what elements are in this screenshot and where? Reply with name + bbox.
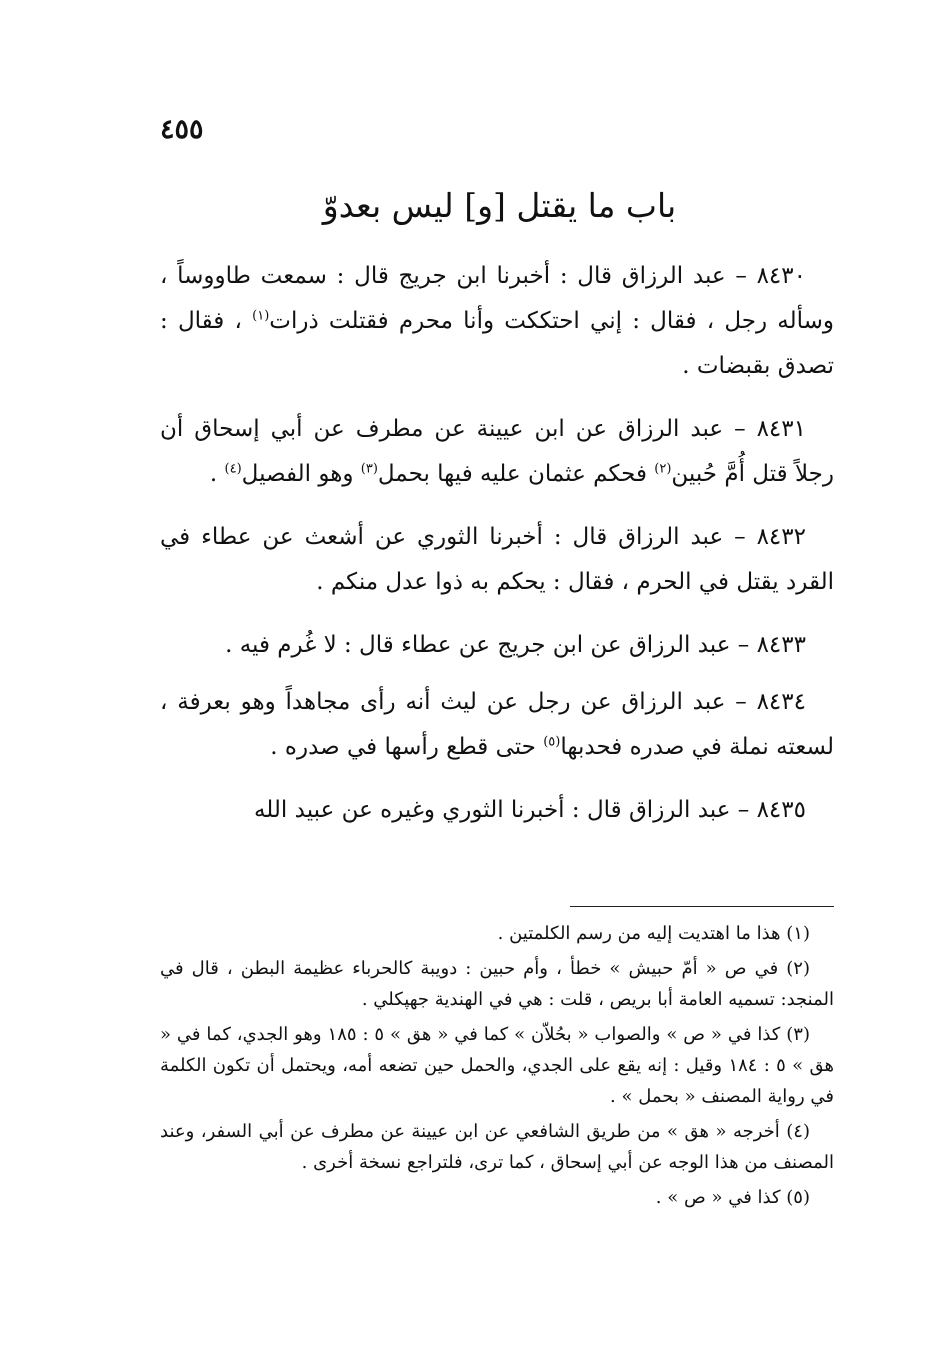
footnote-1: (١) هذا ما اهتديت إليه من رسم الكلمتين . — [497, 923, 810, 944]
hadith-text: ٨٤٣١ – عبد الرزاق عن ابن عيينة عن مطرف عن أبي إسحاق أن رجلاً قتل أُمَّ حُبين — [160, 416, 834, 487]
hadith-8433 — [160, 623, 834, 668]
hadith-text: ٨٤٣٢ – عبد الرزاق قال : أخبرنا الثوري عن أشعث عن عطاء في القرد يقتل في الحرم ، فقال : يحكم به ذوا عدل منكم . — [160, 524, 834, 595]
hadith-text-after: حتى قطع رأسها في صدره . — [270, 734, 536, 760]
footnote-marker: (٤) — [224, 461, 242, 477]
hadith-text-after: . — [209, 461, 218, 487]
hadith-8431 — [160, 407, 834, 497]
hadith-text: ٨٤٣٥ – عبد الرزاق قال : أخبرنا الثوري وغيره عن عبيد الله — [253, 797, 806, 823]
footnotes — [160, 918, 834, 1217]
footnote-2: (٢) في ص « أمّ حبيش » خطأ ، وأم حبين : دويبة كالحرباء عظيمة البطن ، قال في المنجد: تسميه العامة أبا بريص ، قلت : هي في الهندية جهپكلي . — [160, 958, 834, 1010]
footnote-4: (٤) أخرجه « هق » من طريق الشافعي عن ابن عيينة عن مطرف عن أبي السفر، وعند المصنف من هذا الوجه عن أبي إسحاق ، كما ترى، فلتراجع نسخة أخرى . — [160, 1121, 834, 1173]
hadith-8435 — [160, 788, 834, 833]
hadith-text-mid: فحكم عثمان عليه فيها بحمل — [377, 461, 647, 487]
hadith-8430 — [160, 254, 834, 389]
hadith-8432 — [160, 515, 834, 605]
footnote-marker: (٥) — [543, 734, 561, 750]
hadith-text: ٨٤٣٠ – عبد الرزاق قال : أخبرنا ابن جريج قال : سمعت طاووساً ، وسأله رجل ، فقال : إني احتككت وأنا محرم فقتلت ذرات — [160, 263, 834, 334]
footnote-5: (٥) كذا في « ص » . — [655, 1187, 810, 1208]
footnote-divider — [570, 906, 834, 907]
hadith-text-mid2: وهو الفصيل — [241, 461, 354, 487]
footnote-marker: (٢) — [654, 461, 672, 477]
page-number: ٤٥٥ — [160, 114, 204, 145]
chapter-title: باب ما يقتل [و] ليس بعدوّ — [322, 186, 677, 225]
hadith-8434 — [160, 680, 834, 770]
footnote-marker: (٣) — [360, 461, 378, 477]
hadith-text-after: ، فقال : تصدق بقبضات . — [160, 308, 834, 379]
hadith-text: ٨٤٣٣ – عبد الرزاق عن ابن جريج عن عطاء قال : لا غُرم فيه . — [225, 632, 806, 658]
footnote-marker: (١) — [252, 308, 270, 324]
footnote-3: (٣) كذا في « ص » والصواب « بحُلاّن » كما في « هق » ٥ : ١٨٥ وهو الجدي، كما في « هق » ٥ : ١٨٤ وقيل : إنه يقع على الجدي، والحمل حين تضعه أمه، ويحتمل أن تكون الكلمة في رواية المصنف « بحمل » . — [160, 1024, 834, 1107]
main-text — [160, 254, 834, 851]
hadith-text: ٨٤٣٤ – عبد الرزاق عن رجل عن ليث أنه رأى مجاهداً وهو بعرفة ، لسعته نملة في صدره فحدبها — [160, 689, 834, 760]
